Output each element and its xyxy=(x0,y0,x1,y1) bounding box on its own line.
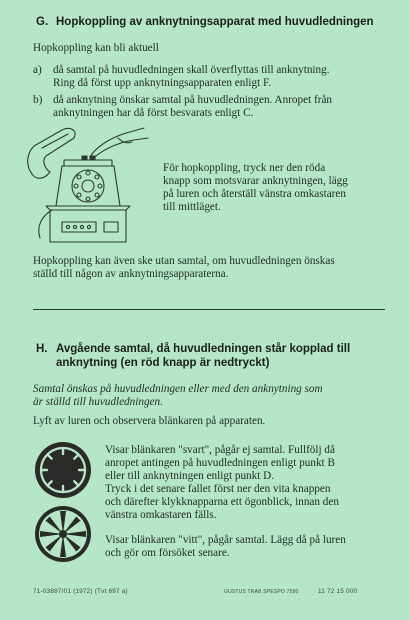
italic-line-1: Samtal önskas på huvudledningen eller med den anknytning som xyxy=(33,383,323,395)
black-line-6: vänstra omkastaren fälls. xyxy=(105,509,217,521)
black-line-5: och därefter klykknapparna ett ögonblick, innan den xyxy=(105,496,339,508)
footer-batch-number: 11 72 15 000 xyxy=(318,588,358,595)
item-a-line-1: då samtal på huvudledningen skall överflyttas till anknytning. xyxy=(53,64,330,76)
note-line-1: Hopkoppling kan även ske utan samtal, om huvudledningen önskas xyxy=(33,255,335,267)
item-a-label: a) xyxy=(33,64,42,76)
black-line-2: anropet antingen på huvudledningen enligt punkt B xyxy=(105,457,335,469)
telephone-illustration xyxy=(22,126,152,248)
section-g-item-b xyxy=(33,94,388,120)
instruction-line-2: knapp som motsvarar anknytningen, lägg xyxy=(163,175,348,187)
white-line-2: och gör om försöket senare. xyxy=(105,547,230,559)
section-divider xyxy=(33,309,385,310)
footer-print-code: 71-03897/01 (1972) (Tvt 697 a) xyxy=(33,588,128,595)
italic-line-2: är ställd till huvudledningen. xyxy=(33,396,163,408)
black-line-1: Visar blänkaren "svart", pågår ej samtal. Fullfölj då xyxy=(105,444,335,456)
item-b-line-2: anknytningen har då först besvarats enligt C. xyxy=(53,107,254,119)
section-h-heading xyxy=(36,342,386,370)
section-g-letter: G. xyxy=(36,16,49,28)
white-line-1: Visar blänkaren "vitt", pågår samtal. Lägg då på luren xyxy=(105,534,346,546)
section-g-title: Hopkoppling av anknytningsapparat med huvudledningen xyxy=(56,16,374,28)
black-line-3: eller till anknytningen enligt punkt D. xyxy=(105,470,275,482)
section-h-title-line-2: anknytning (en röd knapp är nedtryckt) xyxy=(56,357,270,369)
instruction-line-1: För hopkoppling, tryck ner den röda xyxy=(163,162,326,174)
footer-printer: GUSTUS TRAB SPESPO 7580 xyxy=(224,589,299,595)
black-indicator-icon xyxy=(33,440,93,500)
note-line-2: ställd till någon av anknytningsapparaterna. xyxy=(33,268,229,280)
item-a-line-2: Ring då först upp anknytningsapparaten enligt F. xyxy=(53,77,272,89)
white-indicator-icon xyxy=(33,504,93,564)
section-g-item-a xyxy=(33,64,388,90)
white-indicator-text xyxy=(105,534,395,560)
item-b-line-1: då anknytning önskar samtal på huvudledningen. Anropet från xyxy=(53,94,332,106)
section-g-heading xyxy=(36,15,386,29)
section-g-intro: Hopkoppling kan bli aktuell xyxy=(33,42,159,54)
instruction-line-4: till mittläget. xyxy=(163,201,221,213)
item-b-label: b) xyxy=(33,94,43,106)
section-g-instruction xyxy=(163,162,388,214)
section-g-note xyxy=(33,255,388,281)
section-h-title-line-1: Avgående samtal, då huvudledningen står kopplad till xyxy=(56,343,351,355)
lift-instruction: Lyft av luren och observera blänkaren på apparaten. xyxy=(33,415,266,427)
section-h-italic-note xyxy=(33,383,393,409)
black-indicator-text xyxy=(105,444,395,522)
instruction-line-3: på luren och återställ vänstra omkastaren xyxy=(163,188,346,200)
section-h-letter: H. xyxy=(36,343,48,355)
black-line-4: Tryck i det senare fallet först ner den vita knappen xyxy=(105,483,331,495)
